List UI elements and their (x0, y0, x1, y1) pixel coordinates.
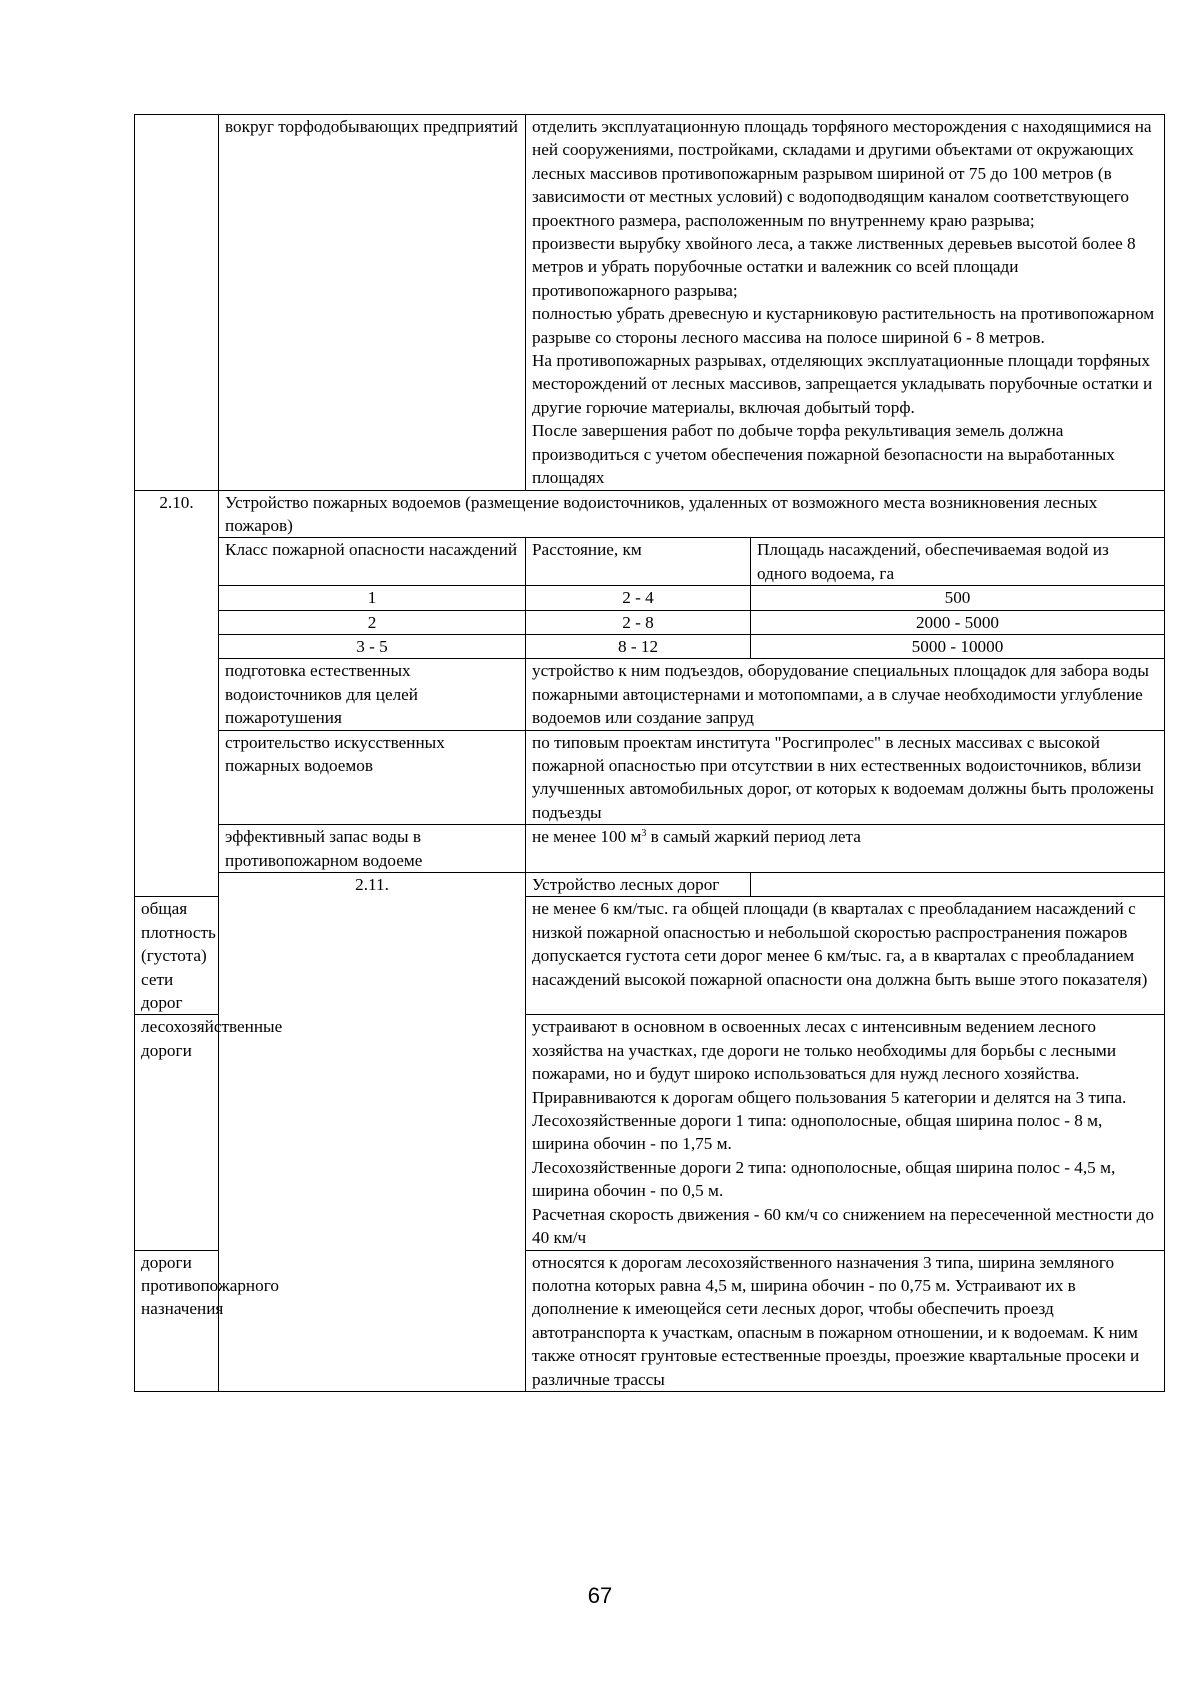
paragraph: На противопожарных разрывах, отделяющих эксплуатационные площади торфяных месторождений от лесных массивов, запрещается укладывать порубочные остатки и другие горючие материалы, включая добытый торф. (532, 351, 1153, 417)
row-label: вокруг торфодобывающих предприятий (219, 115, 526, 491)
water-reserve-text: не менее 100 м (532, 827, 642, 847)
area-cell: 2000 - 5000 (751, 610, 1165, 634)
distance-cell: 2 - 8 (526, 610, 751, 634)
row-description: устройство к ним подъездов, оборудование специальных площадок для забора воды пожарными автоцистернами и мотопомпами, а в случае необходимости углубление водоемов или создание запруд (526, 659, 1165, 730)
paragraph: полностью убрать древесную и кустарниковую растительность на противопожарном разрыве со стороны лесного массива на полосе шириной 6 - 8 метров. (532, 304, 1155, 347)
section-number: 2.10. (135, 490, 219, 897)
table-row (135, 610, 1165, 634)
area-cell: 500 (751, 586, 1165, 610)
class-cell: 1 (219, 586, 526, 610)
regulations-table (134, 114, 1165, 1392)
paragraph: устраивают в основном в освоенных лесах с интенсивным ведением лесного хозяйства на участках, где дороги не только необходимы для борьбы с лесными пожарами, но и будут широко использоваться для нужд лесного хозяйства. Приравниваются к дорогам общего пользования 5 категории и делятся на 3 типа. (532, 1017, 1127, 1107)
table-row-peat (135, 115, 1165, 491)
table-row (135, 634, 1165, 658)
row-description (526, 1250, 1165, 1391)
row-description (526, 897, 1165, 1015)
water-reserve-text-after: в самый жаркий период лета (646, 827, 861, 847)
class-cell: 3 - 5 (219, 634, 526, 658)
cubic-superscript: 3 (641, 828, 647, 840)
page-number: 67 (587, 1583, 613, 1608)
section-title: Устройство пожарных водоемов (размещение водоисточников, удаленных от возможного места возникновения лесных пожаров) (219, 490, 1165, 538)
row-label: эффективный запас воды в противопожарном водоеме (219, 825, 526, 873)
section-heading-row (135, 873, 1165, 897)
row-description (526, 115, 1165, 491)
distance-cell: 8 - 12 (526, 634, 751, 658)
row-number-cell (135, 115, 219, 491)
row-description (526, 1015, 1165, 1250)
row-label: дороги противопожарного назначения (135, 1250, 219, 1391)
row-label: общая плотность (густота) сети дорог (135, 897, 219, 1015)
paragraph: отделить эксплуатационную площадь торфяного месторождения с находящимися на ней сооружениями, постройками, складами и другими объектами от окружающих лесных массивов противопожарным разрывом шириной от 75 до 100 метров (в зависимости от местных условий) с водоподводящим каналом соответствующего проектного размера, расположенным по внутреннему краю разрыва; (532, 117, 1152, 230)
paragraph: Лесохозяйственные дороги 1 типа: однополосные, общая ширина полос - 8 м, ширина обочин - по 1,75 м. (532, 1111, 1103, 1154)
area-cell: 5000 - 10000 (751, 634, 1165, 658)
section-title: Устройство лесных дорог (526, 873, 751, 897)
header-distance: Расстояние, км (526, 538, 751, 586)
water-table-header-row (135, 538, 1165, 586)
section-heading-row (135, 490, 1165, 538)
empty-cell (751, 873, 1165, 897)
class-cell: 2 (219, 610, 526, 634)
table-row (135, 586, 1165, 610)
paragraph: относятся к дорогам лесохозяйственного назначения 3 типа, ширина земляного полотна которых равна 4,5 м, ширина обочин - по 0,75 м. Устраивают их в дополнение к имеющейся сети лесных дорог, чтобы обеспечить проезд автотранспорта к участкам, опасным в пожарном отношении, и к водоемам. К ним также относят грунтовые естественные проезды, проезжие квартальные просеки и различные трассы (532, 1252, 1140, 1389)
paragraph: не менее 6 км/тыс. га общей площади (в кварталах с преобладанием насаждений с низкой пожарной опасностью и небольшой скоростью распространения пожаров допускается густота сети дорог менее 6 км/тыс. га, а в кварталах с преобладанием насаждений высокой пожарной опасности она должна быть выше этого показателя) (532, 899, 1148, 989)
table-row (135, 659, 1165, 730)
table-row (135, 825, 1165, 873)
header-area: Площадь насаждений, обеспечиваемая водой из одного водоема, га (751, 538, 1165, 586)
paragraph: произвести вырубку хвойного леса, а также лиственных деревьев высотой более 8 метров и убрать порубочные остатки и валежник со всей площади противопожарного разрыва; (532, 234, 1136, 300)
row-label: лесохозяйственные дороги (135, 1015, 219, 1250)
distance-cell: 2 - 4 (526, 586, 751, 610)
table-row (135, 730, 1165, 825)
row-label: строительство искусственных пожарных водоемов (219, 730, 526, 825)
paragraph: Лесохозяйственные дороги 2 типа: однополосные, общая ширина полос - 4,5 м, ширина обочин - по 0,5 м. (532, 1157, 1116, 1201)
row-description (526, 825, 1165, 873)
paragraph: После завершения работ по добыче торфа рекультивация земель должна производиться с учетом обеспечения пожарной безопасности на выработанных площадях (532, 421, 1115, 488)
header-class: Класс пожарной опасности насаждений (219, 538, 526, 586)
section-number: 2.11. (219, 873, 526, 1392)
paragraph: Расчетная скорость движения - 60 км/ч со снижением на пересеченной местности до 40 км/ч (532, 1204, 1154, 1248)
row-label: подготовка естественных водоисточников для целей пожаротушения (219, 659, 526, 730)
row-description: по типовым проектам института "Росгипролес" в лесных массивах с высокой пожарной опасностью при отсутствии в них естественных водоисточников, вблизи улучшенных автомобильных дорог, от которых к водоемам должны быть проложены подъезды (526, 730, 1165, 825)
